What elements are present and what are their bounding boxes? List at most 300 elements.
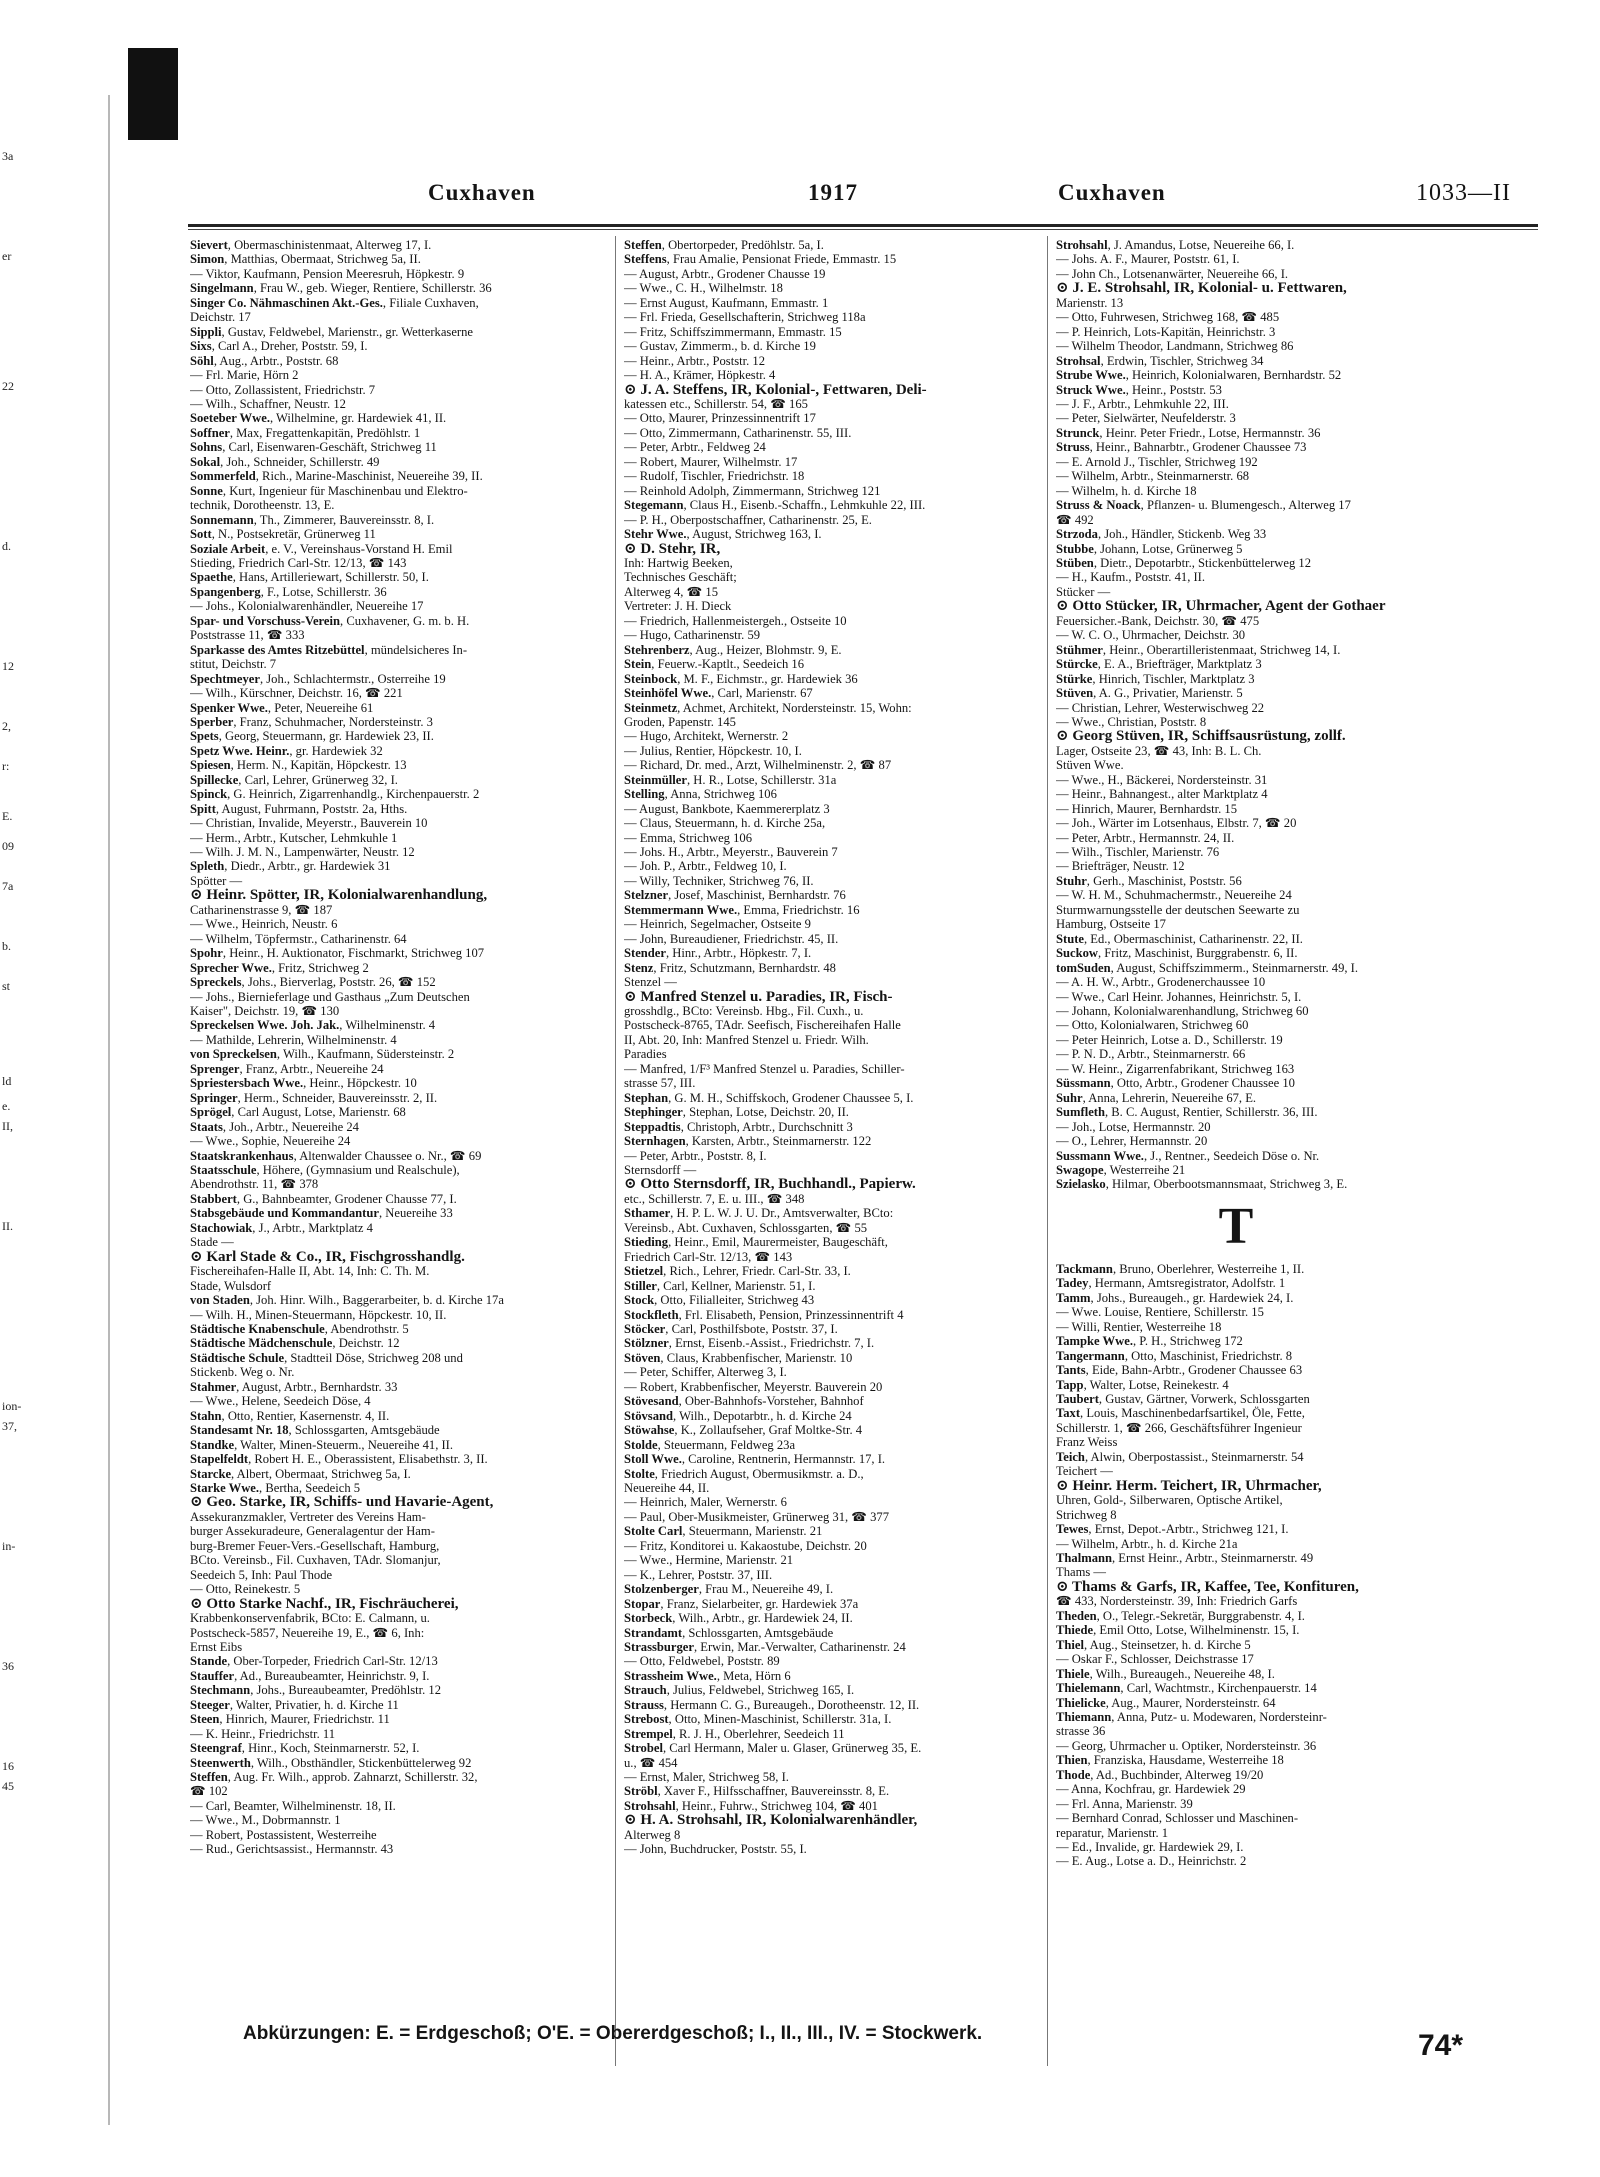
directory-entry (1056, 744, 1474, 758)
entry-text: Stolde, Steuermann, Feldweg 23a (624, 1437, 796, 1452)
entry-text: ☎ 492 (1056, 512, 1094, 527)
entry-text: Sott, N., Postsekretär, Grünerweg 11 (190, 527, 376, 542)
entry-text: ⊙ Geo. Starke, IR, Schiffs- und Havarie-Agent, (190, 1495, 494, 1510)
directory-entry (1056, 961, 1474, 975)
directory-entry (624, 1033, 1042, 1047)
entry-text: — Robert, Maurer, Wilhelmstr. 17 (624, 454, 798, 469)
entry-text: Stahmer, August, Arbtr., Bernhardstr. 33 (190, 1379, 398, 1394)
entry-text: — Reinhold Adolph, Zimmermann, Strichweg 121 (624, 483, 881, 498)
directory-entry (624, 1004, 1042, 1018)
entry-text: Vereinsb., Abt. Cuxhaven, Schlossgarten, ☎ 55 (624, 1220, 868, 1235)
directory-entry (624, 888, 1042, 902)
entry-text: Szielasko, Hilmar, Oberbootsmannsmaat, Strichweg 3, E. (1056, 1177, 1348, 1192)
entry-text: Soeteber Wwe., Wilhelmine, gr. Hardewiek 41, II. (190, 411, 447, 426)
directory-entry (1056, 1349, 1474, 1363)
entry-text: — Otto, Zimmermann, Catharinenstr. 55, III. (624, 425, 852, 440)
directory-entry (190, 426, 608, 440)
entry-text: Stehrenberz, Aug., Heizer, Blohmstr. 9, E. (624, 642, 842, 657)
entry-text: Theden, O., Telegr.-Sekretär, Burggrabenstr. 4, I. (1056, 1608, 1305, 1623)
entry-text: — Johs., Biernieferlage und Gasthaus „Zum Deutschen (190, 989, 470, 1004)
edge-fragment: 37, (2, 1419, 17, 1433)
entry-text: Steeger, Walter, Privatier, h. d. Kirche 11 (190, 1697, 399, 1712)
entry-text: Struss, Heinr., Bahnarbtr., Grodener Chaussee 73 (1056, 440, 1307, 455)
directory-entry (624, 1062, 1042, 1076)
directory-entry (190, 1394, 608, 1408)
entry-text: Abendrothstr. 11, ☎ 378 (190, 1177, 319, 1192)
entry-text: — Wwe., M., Dobrmannstr. 1 (190, 1813, 341, 1828)
entry-text: Tackmann, Bruno, Oberlehrer, Westerreihe 1, II. (1056, 1261, 1305, 1276)
directory-entry (190, 1784, 608, 1798)
directory-entry (1056, 1508, 1474, 1522)
directory-entry (1056, 1710, 1474, 1724)
directory-entry (624, 787, 1042, 801)
entry-text: Stolzenberger, Frau M., Neuereihe 49, I. (624, 1582, 834, 1597)
entry-text: Standke, Walter, Minen-Steuerm., Neuereihe 41, II. (190, 1437, 454, 1452)
entry-text: — Frl. Marie, Hörn 2 (190, 368, 299, 383)
directory-entry (190, 1626, 608, 1640)
directory-entry (624, 1163, 1042, 1177)
directory-entry (624, 628, 1042, 642)
entry-text: Spets, Georg, Steuermann, gr. Hardewiek 23, II. (190, 729, 434, 744)
directory-entry (1056, 527, 1474, 541)
directory-entry (190, 1033, 608, 1047)
directory-entry (624, 744, 1042, 758)
directory-entry (190, 397, 608, 411)
abbreviations-legend: Abkürzungen: E. = Erdgeschoß; O'E. = Obererdgeschoß; I., II., III., IV. = Stockwerk. (243, 2023, 983, 2044)
directory-entry (1056, 1826, 1474, 1840)
directory-entry (1056, 1522, 1474, 1536)
directory-entry (190, 773, 608, 787)
entry-text: Steffen, Aug. Fr. Wilh., approb. Zahnarzt, Schillerstr. 32, (190, 1770, 478, 1785)
directory-entry (624, 1495, 1042, 1509)
directory-entry (1056, 686, 1474, 700)
entry-text: Starcke, Albert, Obermaat, Strichweg 5a, I. (190, 1466, 411, 1481)
directory-entry (190, 1741, 608, 1755)
entry-text: Stephan, G. M. H., Schiffskoch, Grodener Chaussee 5, I. (624, 1090, 914, 1105)
directory-entry (190, 744, 608, 758)
entry-text: Stemmermann Wwe., Emma, Friedrichstr. 16 (624, 902, 860, 917)
directory-entry (1056, 498, 1474, 512)
entry-text: Stenzel — (624, 975, 677, 990)
entry-text: Spleth, Diedr., Arbtr., gr. Hardewiek 31 (190, 859, 391, 874)
directory-entry (624, 932, 1042, 946)
entry-text: Thiemann, Anna, Putz- u. Modewaren, Nordersteinr- (1056, 1709, 1327, 1724)
directory-entry (1056, 411, 1474, 425)
entry-text: Sparkasse des Amtes Ritzebüttel, mündelsicheres In- (190, 642, 468, 657)
entry-text: Sonne, Kurt, Ingenieur für Maschinenbau und Elektro- (190, 483, 468, 498)
directory-entry (190, 816, 608, 830)
directory-entry (624, 643, 1042, 657)
directory-entry (1056, 1681, 1474, 1695)
directory-entry (1056, 1435, 1474, 1449)
entry-text: tomSuden, August, Schiffszimmerm., Steinmarnerstr. 49, I. (1056, 960, 1359, 975)
entry-text: ⊙ Manfred Stenzel u. Paradies, IR, Fisch- (624, 989, 893, 1005)
edge-fragment: E. (2, 809, 13, 823)
directory-entry (624, 1394, 1042, 1408)
directory-entry (624, 570, 1042, 584)
firm-entry (190, 1250, 608, 1264)
entry-text: — Johann, Kolonialwarenhandlung, Strichweg 60 (1056, 1004, 1309, 1019)
entry-text: Strandamt, Schlossgarten, Amtsgebäude (624, 1625, 834, 1640)
directory-page (178, 128, 1548, 2088)
directory-entry (624, 859, 1042, 873)
entry-text: Sumfleth, B. C. August, Rentier, Schillerstr. 36, III. (1056, 1105, 1318, 1120)
directory-entry (624, 1784, 1042, 1798)
entry-text: Vertreter: J. H. Dieck (624, 599, 732, 614)
edge-fragment: II. (2, 1219, 13, 1233)
directory-entry (1056, 1363, 1474, 1377)
directory-entry (624, 1423, 1042, 1437)
directory-entry (1056, 1811, 1474, 1825)
directory-entry (190, 325, 608, 339)
entry-text: — Frl. Anna, Marienstr. 39 (1056, 1796, 1193, 1811)
directory-entry (624, 325, 1042, 339)
directory-entry (624, 513, 1042, 527)
entry-text: — Wwe., Carl Heinr. Johannes, Heinrichstr. 5, I. (1056, 989, 1302, 1004)
entry-text: Sperber, Franz, Schuhmacher, Nordersteinstr. 3 (190, 714, 433, 729)
entry-text: Thiele, Wilh., Bureaugeh., Neuereihe 48, I. (1056, 1666, 1275, 1681)
entry-text: Springer, Herm., Schneider, Bauvereinsstr. 2, II. (190, 1090, 438, 1105)
directory-entry (624, 1828, 1042, 1842)
entry-text: reparatur, Marienstr. 1 (1056, 1825, 1169, 1840)
directory-entry (190, 383, 608, 397)
entry-text: Assekuranzmakler, Vertreter des Vereins Ham- (190, 1509, 426, 1524)
directory-entry (1056, 1076, 1474, 1090)
edge-fragment: r: (2, 759, 10, 773)
entry-text: Storbeck, Wilh., Arbtr., gr. Hardewiek 24, II. (624, 1611, 853, 1626)
entry-text: Spetz Wwe. Heinr., gr. Hardewiek 32 (190, 743, 383, 758)
directory-entry (1056, 1609, 1474, 1623)
entry-text: burger Assekuradeure, Generalagentur der Ham- (190, 1524, 435, 1539)
entry-text: Poststrasse 11, ☎ 333 (190, 628, 305, 643)
entry-text: — Richard, Dr. med., Arzt, Wilhelminenstr. 2, ☎ 87 (624, 758, 892, 773)
directory-entry (190, 1177, 608, 1191)
entry-text: Stöven, Claus, Krabbenfischer, Marienstr. 10 (624, 1350, 853, 1365)
letter-section-heading: T (1218, 1197, 1254, 1255)
directory-entry (1056, 1120, 1474, 1134)
directory-entry (624, 1235, 1042, 1249)
entry-text: Stüven Wwe. (1056, 758, 1124, 773)
directory-entry (624, 1481, 1042, 1495)
directory-entry (1056, 383, 1474, 397)
directory-entry (190, 831, 608, 845)
directory-entry (624, 1438, 1042, 1452)
entry-text: Soziale Arbeit, e. V., Vereinshaus-Vorstand H. Emil (190, 541, 453, 556)
entry-text: Schillerstr. 1, ☎ 266, Geschäftsführer Ingenieur (1056, 1420, 1302, 1435)
directory-entry (190, 672, 608, 686)
directory-entry (190, 990, 608, 1004)
entry-text: Stövsand, Wilh., Depotarbtr., h. d. Kirche 24 (624, 1408, 852, 1423)
directory-entry (1056, 1551, 1474, 1565)
entry-text: Stickenb. Weg o. Nr. (190, 1365, 295, 1380)
entry-text: ⊙ Otto Sternsdorff, IR, Buchhandl., Papierw. (624, 1177, 916, 1192)
directory-entry (190, 701, 608, 715)
directory-entry (624, 1683, 1042, 1697)
directory-entry (624, 1206, 1042, 1220)
directory-entry (624, 411, 1042, 425)
directory-entry (624, 1047, 1042, 1061)
entry-text: Steengraf, Hinr., Koch, Steinmarnerstr. 52, I. (190, 1741, 420, 1756)
directory-entry (190, 1582, 608, 1596)
entry-text: Feuersicher.-Bank, Deichstr. 30, ☎ 475 (1056, 613, 1260, 628)
edge-fragment: b. (2, 939, 11, 953)
entry-text: Spinck, G. Heinrich, Zigarrenhandlg., Kirchenpauerstr. 2 (190, 787, 480, 802)
entry-text: Strassburger, Erwin, Mar.-Verwalter, Catharinenstr. 24 (624, 1639, 906, 1654)
entry-text: ⊙ J. A. Steffens, IR, Kolonial-, Fettwaren, Deli- (624, 382, 927, 397)
entry-text: Tewes, Ernst, Depot.-Arbtr., Strichweg 121, I. (1056, 1522, 1289, 1537)
directory-entry (624, 845, 1042, 859)
directory-entry (624, 1524, 1042, 1538)
directory-entry (190, 1640, 608, 1654)
entry-text: Stahn, Otto, Rentier, Kasernenstr. 4, II. (190, 1408, 390, 1423)
directory-entry (190, 1727, 608, 1741)
entry-text: strasse 36 (1056, 1724, 1106, 1739)
directory-entry (190, 686, 608, 700)
directory-entry (624, 715, 1042, 729)
directory-entry (624, 1134, 1042, 1148)
entry-text: — Peter, Arbtr., Feldweg 24 (624, 440, 766, 455)
directory-entry (624, 657, 1042, 671)
entry-text: Stade, Wulsdorf (190, 1278, 272, 1293)
entry-text: Tamm, Johs., Bureaugeh., gr. Hardewiek 24, I. (1056, 1290, 1294, 1305)
entry-text: Strebost, Otto, Minen-Maschinist, Schillerstr. 31a, I. (624, 1712, 892, 1727)
directory-entry (1056, 1652, 1474, 1666)
directory-entry (190, 1149, 608, 1163)
directory-entry (1056, 1406, 1474, 1420)
directory-entry (1056, 570, 1474, 584)
directory-entry (624, 1727, 1042, 1741)
directory-entry (1056, 354, 1474, 368)
directory-entry (624, 701, 1042, 715)
entry-text: — Anna, Kochfrau, gr. Hardewiek 29 (1056, 1782, 1246, 1797)
directory-entry (190, 1308, 608, 1322)
entry-text: — Briefträger, Neustr. 12 (1056, 859, 1185, 874)
entry-text: Ströbl, Xaver F., Hilfsschaffner, Bauvereinsstr. 8, E. (624, 1784, 890, 1799)
entry-text: — Otto, Kolonialwaren, Strichweg 60 (1056, 1018, 1249, 1033)
directory-entry (1056, 845, 1474, 859)
directory-entry (190, 368, 608, 382)
directory-entry (1056, 715, 1474, 729)
firm-entry (1056, 599, 1474, 613)
entry-text: Stein, Feuerw.-Kaptlt., Seedeich 16 (624, 657, 805, 672)
directory-entry (624, 498, 1042, 512)
entry-text: — Willi, Rentier, Westerreihe 18 (1056, 1319, 1222, 1334)
directory-entry (1056, 1840, 1474, 1854)
directory-entry (190, 1120, 608, 1134)
entry-text: ⊙ J. E. Strohsahl, IR, Kolonial- u. Fettwaren, (1056, 281, 1347, 296)
entry-text: Stenz, Fritz, Schutzmann, Bernhardstr. 48 (624, 960, 836, 975)
directory-entry (190, 484, 608, 498)
directory-entry (624, 397, 1042, 411)
directory-entry (1056, 643, 1474, 657)
directory-entry (1056, 932, 1474, 946)
entry-text: — Wilh. J. M. N., Lampenwärter, Neustr. 12 (190, 845, 415, 860)
entry-text: — Fritz, Schiffszimmermann, Emmastr. 15 (624, 324, 842, 339)
directory-entry (190, 1091, 608, 1105)
directory-entry (624, 1654, 1042, 1668)
entry-text: Stabbert, G., Bahnbeamter, Grodener Chausse 77, I. (190, 1191, 457, 1206)
entry-text: Franz Weiss (1056, 1435, 1118, 1450)
directory-entry (190, 238, 608, 252)
entry-text: Postscheck-8765, TAdr. Seefisch, Fischereihafen Halle (624, 1018, 901, 1033)
entry-text: Hamburg, Ostseite 17 (1056, 917, 1166, 932)
directory-entry (1056, 252, 1474, 266)
entry-text: — August, Arbtr., Grodener Chausse 19 (624, 266, 826, 281)
entry-text: Sievert, Obermaschinistenmaat, Alterweg 17, I. (190, 238, 432, 252)
directory-entry (624, 1669, 1042, 1683)
directory-entry (624, 1842, 1042, 1856)
entry-text: Spaethe, Hans, Artilleriewart, Schillerstr. 50, I. (190, 570, 429, 585)
entry-text: technik, Dorotheenstr. 13, E. (190, 498, 335, 513)
directory-entry (1056, 874, 1474, 888)
firm-entry (624, 542, 1042, 556)
entry-text: Stute, Ed., Obermaschinist, Catharinenstr. 22, II. (1056, 931, 1303, 946)
directory-entry (1056, 513, 1474, 527)
entry-text: — Peter, Arbtr., Poststr. 8, I. (624, 1148, 767, 1163)
directory-entry (190, 1524, 608, 1538)
directory-entry (190, 1221, 608, 1235)
directory-entry (190, 614, 608, 628)
entry-text: Groden, Papenstr. 145 (624, 714, 736, 729)
directory-entry (190, 628, 608, 642)
edge-fragment: 45 (2, 1779, 14, 1793)
directory-entry (190, 570, 608, 584)
directory-entry (1056, 903, 1474, 917)
directory-entry (1056, 585, 1474, 599)
directory-entry (624, 1582, 1042, 1596)
entry-text: Strzoda, Joh., Händler, Stickenb. Weg 33 (1056, 527, 1267, 542)
entry-text: Teichert — (1056, 1464, 1113, 1479)
entry-text: — Heinr., Bahnangest., alter Marktplatz 4 (1056, 787, 1268, 802)
entry-text: Taubert, Gustav, Gärtner, Vorwerk, Schlossgarten (1056, 1391, 1310, 1406)
entry-text: — Wwe., Hermine, Marienstr. 21 (624, 1553, 794, 1568)
entry-text: Strohsahl, Heinr., Fuhrw., Strichweg 104, ☎ 401 (624, 1798, 878, 1813)
directory-entry (624, 1756, 1042, 1770)
edge-fragment: 7a (2, 879, 14, 893)
directory-entry (624, 874, 1042, 888)
directory-entry (1056, 657, 1474, 671)
directory-entry (190, 1510, 608, 1524)
entry-text: Fischereihafen-Halle II, Abt. 14, Inh: C. Th. M. (190, 1264, 430, 1279)
entry-text: — Joh., Wärter im Lotsenhaus, Elbstr. 7, ☎ 20 (1056, 816, 1297, 831)
directory-entry (190, 1813, 608, 1827)
entry-text: — Peter, Sielwärter, Neufelderstr. 3 (1056, 411, 1236, 426)
directory-entry (190, 975, 608, 989)
directory-entry (1056, 1623, 1474, 1637)
edge-fragment: ion- (2, 1399, 22, 1413)
entry-text: Steenwerth, Wilh., Obsthändler, Stickenbüttelerweg 92 (190, 1755, 472, 1770)
firm-entry (1056, 1479, 1474, 1493)
directory-entry (624, 1799, 1042, 1813)
directory-entry (190, 1712, 608, 1726)
directory-entry (1056, 368, 1474, 382)
entry-text: Sippli, Gustav, Feldwebel, Marienstr., gr. Wetterkaserne (190, 324, 474, 339)
entry-text: Stöcker, Carl, Posthilfsbote, Poststr. 37, I. (624, 1321, 838, 1336)
column-divider (1047, 236, 1048, 2066)
directory-entry (1056, 975, 1474, 989)
entry-text: Spohr, Heinr., H. Auktionator, Fischmarkt, Strichweg 107 (190, 946, 485, 961)
entry-text: Stoll Wwe., Caroline, Rentnerin, Hermannstr. 17, I. (624, 1452, 886, 1467)
directory-entry (624, 1250, 1042, 1264)
directory-entry (190, 1452, 608, 1466)
entry-text: Stieding, Heinr., Emil, Maurermeister, Baugeschäft, (624, 1235, 888, 1250)
directory-entry (1056, 1421, 1474, 1435)
entry-text: Spechtmeyer, Joh., Schlachtermstr., Osterreihe 19 (190, 671, 446, 686)
entry-text: strasse 57, III. (624, 1076, 696, 1091)
page-header (188, 180, 1538, 220)
black-tab-marker (128, 48, 178, 140)
directory-entry (190, 1293, 608, 1307)
entry-text: — Wilh., Schaffner, Neustr. 12 (190, 396, 346, 411)
directory-entry (1056, 1797, 1474, 1811)
entry-text: Strohsal, Erdwin, Tischler, Strichweg 34 (1056, 353, 1264, 368)
entry-text: Paradies (624, 1047, 667, 1062)
directory-entry (1056, 1033, 1474, 1047)
firm-entry (624, 1177, 1042, 1191)
entry-text: Thams — (1056, 1565, 1107, 1580)
entry-text: Starke Wwe., Bertha, Seedeich 5 (190, 1480, 361, 1495)
entry-text: Städtische Knabenschule, Abendrothstr. 5 (190, 1321, 409, 1336)
entry-text: — Christian, Lehrer, Westerwischweg 22 (1056, 700, 1265, 715)
column-2 (624, 238, 1042, 1857)
entry-text: Stachowiak, J., Arbtr., Marktplatz 4 (190, 1220, 373, 1235)
directory-entry (624, 672, 1042, 686)
entry-text: Staatskrankenhaus, Altenwalder Chaussee o. Nr., ☎ 69 (190, 1148, 482, 1163)
entry-text: Stender, Hinr., Arbtr., Höpkestr. 7, I. (624, 946, 812, 961)
directory-entry (190, 1047, 608, 1061)
entry-text: von Staden, Joh. Hinr. Wilh., Baggerarbeiter, b. d. Kirche 17a (190, 1293, 504, 1308)
entry-text: stitut, Deichstr. 7 (190, 657, 277, 672)
entry-text: Thielemann, Carl, Wachtmstr., Kirchenpauerstr. 14 (1056, 1681, 1317, 1696)
directory-entry (190, 802, 608, 816)
entry-text: Sternhagen, Karsten, Arbtr., Steinmarnerstr. 122 (624, 1134, 872, 1149)
directory-entry (624, 1510, 1042, 1524)
edge-fragment: 12 (2, 659, 14, 673)
entry-text: Stephinger, Stephan, Lotse, Deichstr. 20, II. (624, 1105, 849, 1120)
entry-text: — Emma, Strichweg 106 (624, 830, 753, 845)
entry-text: ⊙ D. Stehr, IR, (624, 541, 721, 556)
directory-entry (1056, 758, 1474, 772)
entry-text: katessen etc., Schillerstr. 54, ☎ 165 (624, 396, 808, 411)
directory-entry (624, 296, 1042, 310)
directory-entry (190, 845, 608, 859)
page-footer (178, 2023, 1548, 2063)
directory-entry (1056, 1464, 1474, 1478)
entry-text: — Heinrich, Maler, Wernerstr. 6 (624, 1495, 787, 1510)
entry-text: — Robert, Krabbenfischer, Meyerstr. Bauverein 20 (624, 1379, 883, 1394)
directory-entry (624, 1770, 1042, 1784)
entry-text: — Wilhelm Theodor, Landmann, Strichweg 86 (1056, 339, 1294, 354)
entry-text: II, Abt. 20, Inh: Manfred Stenzel u. Friedr. Wilh. (624, 1032, 869, 1047)
entry-text: Swagope, Westerreihe 21 (1056, 1163, 1186, 1177)
entry-text: Stieding, Friedrich Carl-Str. 12/13, ☎ 143 (190, 555, 407, 570)
entry-text: Sohns, Carl, Eisenwaren-Geschäft, Strichweg 11 (190, 440, 437, 455)
directory-entry (190, 946, 608, 960)
directory-entry (190, 715, 608, 729)
directory-entry (1056, 1667, 1474, 1681)
entry-text: Stabsgebäude und Kommandantur, Neuereihe 33 (190, 1206, 453, 1221)
entry-text: von Spreckelsen, Wilh., Kaufmann, Südersteinstr. 2 (190, 1047, 455, 1062)
entry-text: — John, Bureaudiener, Friedrichstr. 45, II. (624, 931, 839, 946)
directory-entry (190, 1380, 608, 1394)
directory-entry (624, 1380, 1042, 1394)
entry-text: Spreckels, Johs., Bierverlag, Poststr. 26, ☎ 152 (190, 975, 436, 990)
directory-entry (190, 1365, 608, 1379)
entry-text: ⊙ Georg Stüven, IR, Schiffsausrüstung, zollf. (1056, 729, 1346, 744)
directory-entry (624, 1105, 1042, 1119)
header-year: 1917 (808, 180, 858, 205)
directory-entry (624, 1192, 1042, 1206)
